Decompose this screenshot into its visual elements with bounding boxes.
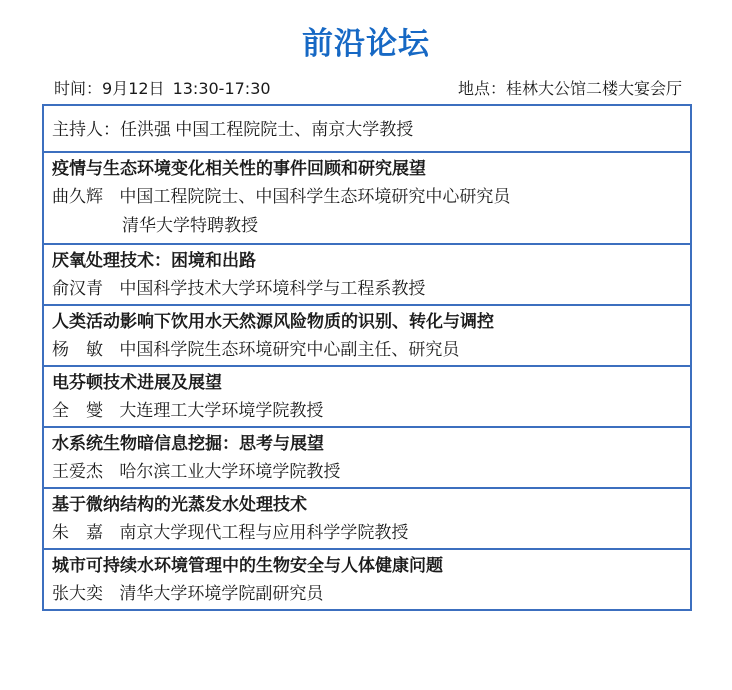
speaker-line — [52, 397, 690, 426]
meta-row — [54, 78, 682, 100]
speaker-line — [52, 275, 690, 304]
talk-title: 电芬顿技术进展及展望 — [52, 373, 222, 393]
host-label: 主持人： — [52, 120, 120, 140]
talk-row — [44, 548, 690, 609]
time-info — [54, 78, 271, 100]
speaker-name: 全 燮 — [52, 401, 103, 421]
talk-title: 水系统生物暗信息挖掘：思考与展望 — [52, 434, 324, 454]
schedule-table — [42, 104, 692, 611]
talk-title: 人类活动影响下饮用水天然源风险物质的识别、转化与调控 — [52, 312, 494, 332]
speaker-affiliation: 大连理工大学环境学院教授 — [119, 401, 324, 421]
host-name: 任洪强 — [120, 120, 171, 140]
time-label: 时间： — [54, 79, 103, 98]
speaker-name: 曲久辉 — [52, 187, 103, 207]
page-title: 前沿论坛 — [302, 26, 430, 62]
talk-row — [44, 426, 690, 487]
place-info — [458, 78, 682, 100]
talk-row — [44, 365, 690, 426]
talk-title: 疫情与生态环境变化相关性的事件回顾和研究展望 — [52, 159, 426, 179]
talk-row — [44, 243, 690, 304]
talk-title: 基于微纳结构的光蒸发水处理技术 — [52, 495, 307, 515]
speaker-affiliation: 中国科学技术大学环境科学与工程系教授 — [119, 279, 426, 299]
speaker-name: 朱 嘉 — [52, 523, 103, 543]
speaker-name: 杨 敏 — [52, 340, 103, 360]
speaker-line — [52, 183, 690, 212]
time-range: 13:30-17:30 — [172, 79, 271, 98]
speaker-affiliation: 中国科学院生态环境研究中心副主任、研究员 — [119, 340, 460, 360]
place-label: 地点： — [457, 79, 506, 98]
host-affiliation: 中国工程院院士、南京大学教授 — [175, 120, 414, 140]
talk-title: 城市可持续水环境管理中的生物安全与人体健康问题 — [52, 556, 443, 576]
talk-title: 厌氧处理技术：困境和出路 — [52, 251, 256, 271]
talk-row — [44, 151, 690, 243]
time-date: 9月12日 — [102, 79, 165, 98]
speaker-line — [52, 336, 690, 365]
place-value: 桂林大公馆二楼大宴会厅 — [505, 79, 682, 98]
host-row — [44, 106, 690, 151]
speaker-affiliation: 清华大学环境学院副研究员 — [119, 584, 324, 604]
talk-row — [44, 304, 690, 365]
speaker-name: 俞汉青 — [52, 279, 103, 299]
speaker-line — [52, 519, 690, 548]
speaker-name: 王爱杰 — [52, 462, 103, 482]
talk-row — [44, 487, 690, 548]
speaker-affiliation: 哈尔滨工业大学环境学院教授 — [119, 462, 341, 482]
speaker-line — [52, 580, 690, 609]
speaker-affiliation: 南京大学现代工程与应用科学学院教授 — [119, 523, 409, 543]
speaker-affiliation: 中国工程院院士、中国科学生态环境研究中心研究员 — [119, 187, 511, 207]
speaker-name: 张大奕 — [52, 584, 103, 604]
speaker-line — [52, 458, 690, 487]
speaker-affiliation-continued: 清华大学特聘教授 — [122, 216, 258, 236]
